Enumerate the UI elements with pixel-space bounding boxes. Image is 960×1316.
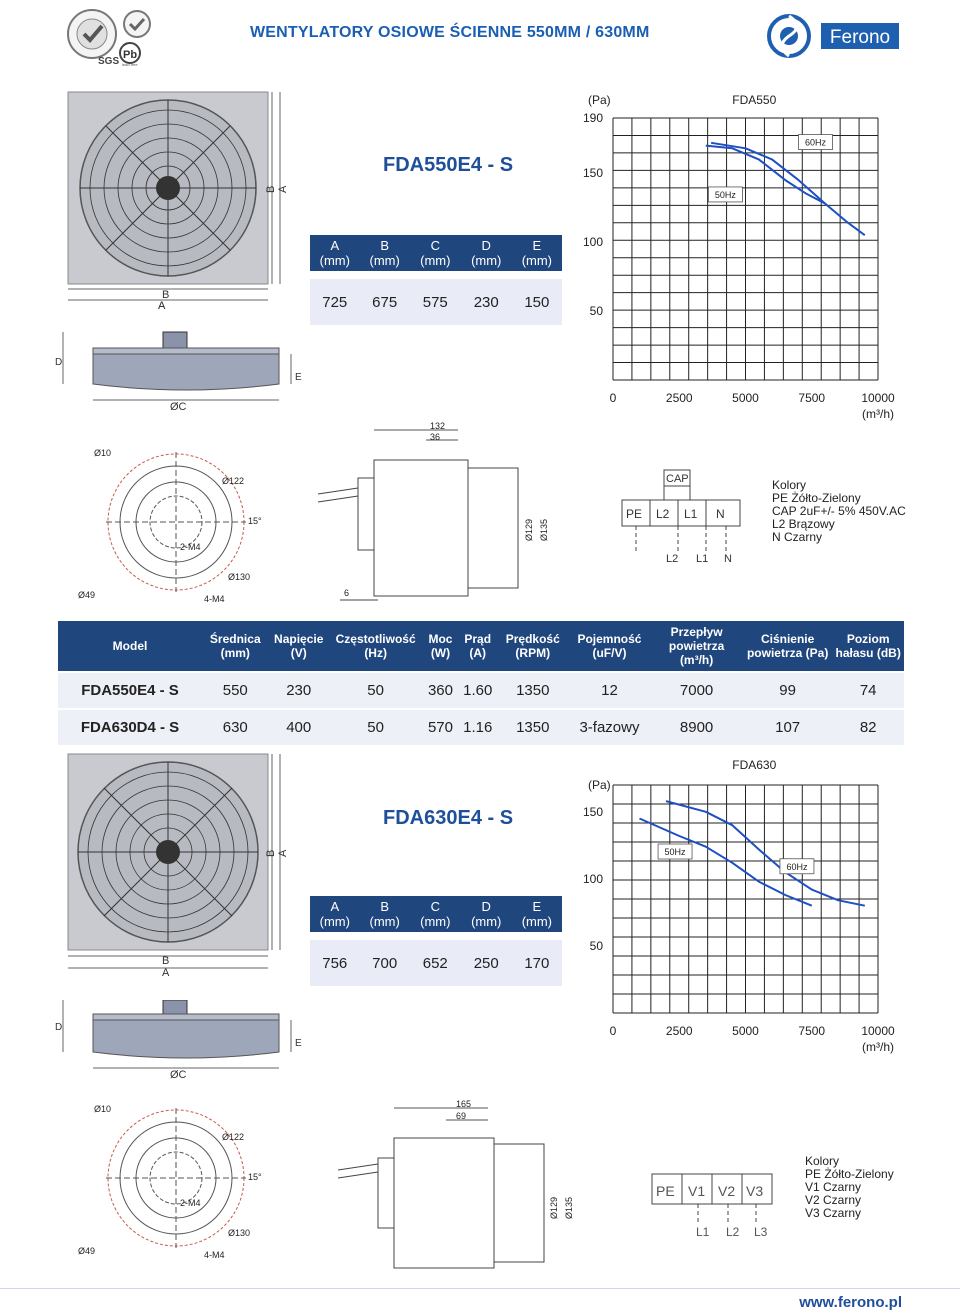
- legend-line: L2 Brązowy: [772, 517, 835, 531]
- dim-label-d49: Ø49: [78, 1246, 96, 1256]
- spec-cell: 1350: [497, 709, 569, 745]
- legend-line: PE Żółto-Zielony: [772, 491, 861, 505]
- dim-label-b: B: [265, 185, 277, 193]
- fan-side-drawing-550: [55, 330, 305, 410]
- spec-header-noise: Poziom hałasu (dB): [832, 621, 904, 672]
- dims-header-a: A (mm): [310, 235, 360, 271]
- spec-cell: 12: [569, 672, 651, 709]
- legend-line: V1 Czarny: [805, 1180, 862, 1194]
- dims-table-550: [310, 235, 562, 325]
- dim-label-a: A: [277, 185, 289, 193]
- dim-label-a: A: [277, 849, 289, 857]
- dim-label-2m4: 2-M4: [180, 542, 201, 552]
- spec-header-current: Prąd (A): [459, 621, 497, 672]
- dim-label-a-bottom: A: [158, 300, 166, 312]
- legend-line: Kolory: [805, 1154, 840, 1168]
- dim-label-d129: Ø129: [549, 1196, 559, 1219]
- spec-cell: FDA550E4 - S: [58, 672, 202, 709]
- lead-free-text: lead free: [122, 62, 138, 66]
- dim-label-d135: Ø135: [539, 518, 549, 541]
- dims-value-a: 725: [310, 279, 360, 325]
- wiring-pe: PE: [626, 507, 643, 521]
- motor-drawing-550: [318, 420, 568, 610]
- chart-ytick-label: 150: [582, 166, 603, 181]
- spec-cell: 8900: [650, 709, 743, 745]
- dim-label-d10: Ø10: [94, 1104, 112, 1114]
- dim-label-d15: 15°: [248, 1172, 262, 1182]
- motor-drawing-630: [338, 1098, 588, 1278]
- spec-cell: 107: [743, 709, 832, 745]
- dims-header-d: D (mm): [461, 896, 512, 932]
- dim-label-2m4: 2-M4: [180, 1198, 201, 1208]
- chart-xtick-label: 2500: [665, 1024, 693, 1038]
- spec-cell: 630: [202, 709, 269, 745]
- spec-cell: 74: [832, 672, 904, 709]
- dim-label-d135: Ø135: [564, 1196, 574, 1219]
- dims-value-c: 652: [410, 940, 461, 986]
- dim-label-b-bottom: B: [162, 289, 170, 301]
- chart-ylabel: (Pa): [588, 93, 611, 107]
- wiring-bottom-l1: L1: [696, 1225, 710, 1239]
- chart-ytick-label: 50: [589, 304, 603, 319]
- dims-value-d: 250: [461, 940, 512, 986]
- spec-cell: 3-fazowy: [569, 709, 651, 745]
- chart-ytick-label: 190: [582, 111, 603, 125]
- spec-header-airflow: Przepływ powietrza (m³/h): [650, 621, 743, 672]
- spec-table: [58, 621, 904, 745]
- dims-header-e: E (mm): [512, 235, 562, 271]
- footer-url[interactable]: www.ferono.pl: [799, 1294, 902, 1311]
- wiring-bottom-n: N: [724, 553, 732, 565]
- spec-header-diameter: Średnica (mm): [202, 621, 269, 672]
- dims-header-d: D (mm): [461, 235, 512, 271]
- footer-divider: [0, 1288, 960, 1289]
- spec-header-power: Moc (W): [422, 621, 458, 672]
- dim-label-c: ØC: [170, 1069, 187, 1080]
- wiring-diagram-630: [648, 1172, 778, 1242]
- dim-label-b: B: [265, 849, 277, 857]
- spec-cell: 1.16: [459, 709, 497, 745]
- spec-cell: 1350: [497, 672, 569, 709]
- chart-series-label: 50Hz: [714, 189, 736, 200]
- dim-label-c: ØC: [170, 401, 187, 410]
- chart-xtick-label: 7500: [798, 1024, 826, 1038]
- cert-badges: [62, 6, 157, 66]
- wiring-bottom-l2: L2: [726, 1225, 740, 1239]
- table-row: [58, 709, 904, 745]
- legend-line: PE Żółto-Zielony: [805, 1167, 894, 1181]
- chart-fda630-svg: [570, 755, 900, 1065]
- model-title-550: FDA550E4 - S: [383, 154, 514, 176]
- dim-label-36: 36: [430, 432, 441, 442]
- spec-header-frequency: Częstotliwość (Hz): [329, 621, 422, 672]
- dim-label-69: 69: [456, 1111, 467, 1121]
- chart-fda630: [570, 755, 900, 1065]
- spec-cell: 230: [269, 672, 329, 709]
- chart-title: FDA630: [732, 758, 777, 772]
- dims-value-b: 675: [360, 279, 410, 325]
- chart-xlabel: (m³/h): [862, 407, 894, 421]
- wiring-pe: PE: [656, 1183, 675, 1199]
- dims-header-row: [310, 896, 562, 932]
- dims-table-630: [310, 896, 562, 986]
- chart-xtick-label: 5000: [732, 391, 759, 405]
- table-row: [58, 672, 904, 709]
- dim-label-d122: Ø122: [222, 476, 245, 486]
- chart-series-label: 50Hz: [664, 847, 686, 858]
- chart-xtick-label: 5000: [732, 1024, 759, 1038]
- mounting-drawing-550: [76, 444, 266, 609]
- dim-label-e: E: [295, 1038, 302, 1049]
- wiring-bottom-l1: L1: [696, 553, 709, 565]
- legend-line: Kolory: [772, 478, 807, 492]
- dim-label-a-bottom: A: [162, 967, 170, 977]
- chart-ytick-label: 100: [582, 235, 603, 250]
- chart-xtick-label: 10000: [861, 391, 895, 405]
- dim-label-165: 165: [456, 1099, 472, 1109]
- dim-label-d: D: [55, 357, 63, 368]
- spec-cell: 360: [422, 672, 458, 709]
- mounting-drawing-630: [76, 1100, 266, 1265]
- pb-badge-text: Pb: [123, 49, 138, 61]
- dims-value-row: [310, 940, 562, 986]
- spec-cell: 99: [743, 672, 832, 709]
- chart-xlabel: (m³/h): [862, 1040, 894, 1054]
- dims-header-b: B (mm): [360, 235, 410, 271]
- spec-cell: 7000: [650, 672, 743, 709]
- dims-header-row: [310, 235, 562, 271]
- dim-label-d130: Ø130: [228, 572, 251, 582]
- wiring-bottom-l2: L2: [666, 553, 679, 565]
- chart-ylabel: (Pa): [588, 778, 611, 792]
- dim-label-4m4: 4-M4: [204, 594, 225, 604]
- brand-logo: [765, 6, 900, 66]
- legend-line: N Czarny: [772, 530, 823, 544]
- dims-value-row: [310, 279, 562, 325]
- dim-label-6: 6: [344, 588, 350, 598]
- spec-cell: 570: [422, 709, 458, 745]
- wiring-n: N: [716, 507, 725, 521]
- dims-value-b: 700: [360, 940, 410, 986]
- chart-fda550: [570, 90, 900, 425]
- dims-value-e: 170: [512, 940, 562, 986]
- dims-header-c: C (mm): [410, 896, 461, 932]
- chart-ytick-label: 150: [582, 804, 603, 819]
- spec-cell: 82: [832, 709, 904, 745]
- wiring-cap-label: CAP: [666, 473, 689, 485]
- spec-cell: 50: [329, 672, 422, 709]
- dim-label-132: 132: [430, 421, 446, 431]
- spec-header-capacity: Pojemność (uF/V): [569, 621, 651, 672]
- page-title: WENTYLATORY OSIOWE ŚCIENNE 550MM / 630MM: [250, 24, 650, 41]
- fan-front-drawing-630: [62, 752, 302, 977]
- spec-cell: 550: [202, 672, 269, 709]
- sgs-badge-text: SGS: [98, 56, 120, 66]
- dim-label-d129: Ø129: [524, 518, 534, 541]
- wiring-v3: V3: [746, 1183, 764, 1199]
- dim-label-b-bottom: B: [162, 955, 170, 967]
- chart-xtick-label: 0: [609, 391, 617, 405]
- wiring-l2: L2: [656, 507, 670, 521]
- dims-header-a: A (mm): [310, 896, 360, 932]
- dim-label-d122: Ø122: [222, 1132, 245, 1142]
- chart-xtick-label: 10000: [861, 1024, 895, 1038]
- spec-cell: FDA630D4 - S: [58, 709, 202, 745]
- dims-header-c: C (mm): [410, 235, 461, 271]
- wiring-bottom-l3: L3: [754, 1225, 768, 1239]
- dims-value-a: 756: [310, 940, 360, 986]
- chart-ytick-label: 100: [582, 871, 603, 886]
- chart-ytick-label: 50: [589, 938, 603, 953]
- dim-label-d: D: [55, 1022, 63, 1033]
- dims-value-d: 230: [461, 279, 512, 325]
- dim-label-d15: 15°: [248, 516, 262, 526]
- chart-series-line-60hz: [666, 801, 865, 906]
- fan-front-drawing-550: [62, 88, 302, 303]
- legend-line: CAP 2uF+/- 5% 450V.AC: [772, 504, 906, 518]
- wiring-v2: V2: [718, 1183, 736, 1199]
- wiring-v1: V1: [688, 1183, 706, 1199]
- brand-name: Ferono: [829, 27, 891, 48]
- dim-label-e: E: [295, 372, 302, 383]
- chart-title: FDA550: [732, 93, 777, 107]
- chart-xtick-label: 0: [609, 1024, 617, 1038]
- chart-xtick-label: 2500: [665, 391, 693, 405]
- spec-header-row: [58, 621, 904, 672]
- color-legend-550: [772, 479, 906, 544]
- spec-header-pressure: Ciśnienie powietrza (Pa): [743, 621, 832, 672]
- spec-cell: 1.60: [459, 672, 497, 709]
- spec-cell: 50: [329, 709, 422, 745]
- dim-label-4m4: 4-M4: [204, 1250, 225, 1260]
- spec-header-speed: Prędkość (RPM): [497, 621, 569, 672]
- dim-label-d49: Ø49: [78, 590, 96, 600]
- chart-xtick-label: 7500: [798, 391, 826, 405]
- spec-header-voltage: Napięcie (V): [269, 621, 329, 672]
- legend-line: V3 Czarny: [805, 1206, 862, 1220]
- dims-header-b: B (mm): [360, 896, 410, 932]
- legend-line: V2 Czarny: [805, 1193, 862, 1207]
- chart-fda550-svg: [570, 90, 900, 425]
- wiring-l1: L1: [684, 507, 698, 521]
- spec-header-model: Model: [58, 621, 202, 672]
- chart-series-label: 60Hz: [804, 137, 827, 148]
- wiring-diagram-550: [618, 466, 748, 566]
- dims-value-c: 575: [410, 279, 461, 325]
- fan-side-drawing-630: [55, 1000, 305, 1080]
- dim-label-d130: Ø130: [228, 1228, 251, 1238]
- color-legend-630: [805, 1155, 894, 1220]
- chart-series-label: 60Hz: [786, 861, 808, 872]
- dims-value-e: 150: [512, 279, 562, 325]
- dims-header-e: E (mm): [512, 896, 562, 932]
- spec-cell: 400: [269, 709, 329, 745]
- dim-label-d10: Ø10: [94, 448, 112, 458]
- model-title-630: FDA630E4 - S: [383, 807, 514, 829]
